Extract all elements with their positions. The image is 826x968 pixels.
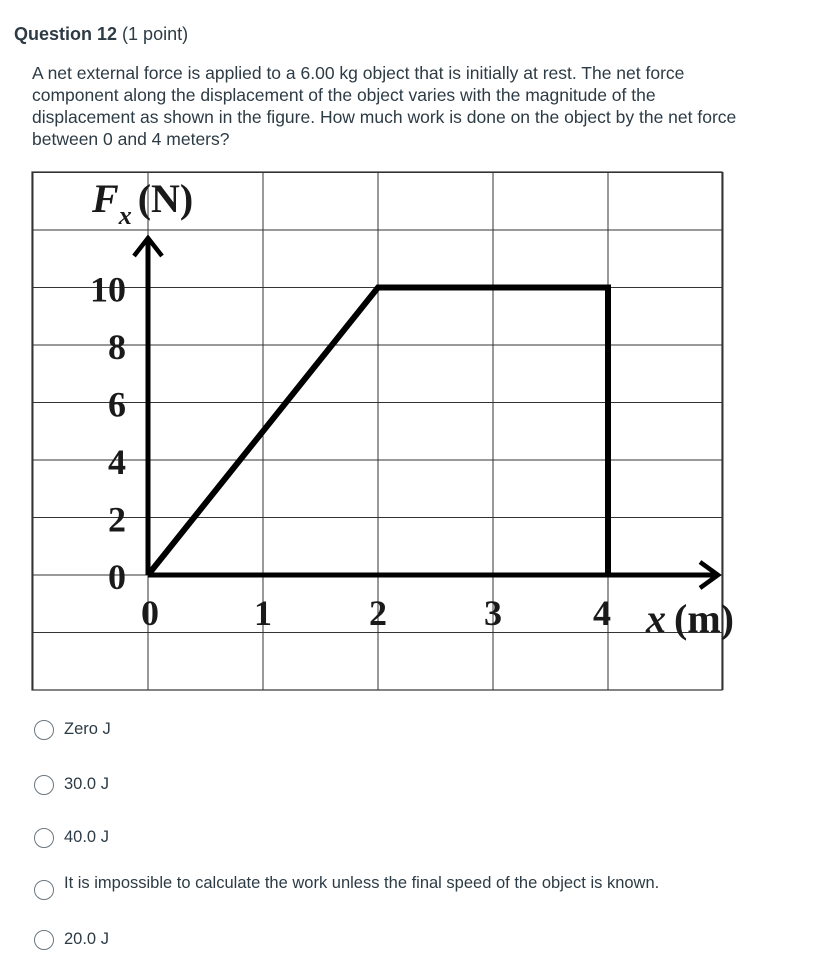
x-tick-label: 3 bbox=[484, 593, 502, 633]
y-tick-label: 10 bbox=[90, 269, 126, 310]
x-axis-label-symbol: x bbox=[646, 596, 666, 641]
question-points: (1 point) bbox=[122, 24, 189, 44]
x-axis-label bbox=[645, 596, 734, 641]
question-title: Question 12 bbox=[14, 24, 118, 44]
answer-label: It is impossible to calculate the work unless the final speed of the object is known. bbox=[64, 874, 660, 892]
x-tick-label: 2 bbox=[369, 593, 387, 633]
answer-label: 30.0 J bbox=[64, 775, 109, 793]
x-axis-label-unit: (m) bbox=[674, 596, 734, 641]
x-tick-label: 0 bbox=[141, 593, 159, 633]
y-axis-label-subscript: x bbox=[118, 201, 132, 230]
chart-svg bbox=[0, 160, 826, 705]
answer-option-30[interactable] bbox=[34, 774, 109, 795]
question-text: A net external force is applied to a 6.00 kg object that is initially at rest. The net force component along the displacement of the object varies with the magnitude of the displacement as shown in the figure. How much work is done on the object by the net force between 0 and 4 meters? bbox=[32, 63, 737, 149]
answer-option-impossible[interactable] bbox=[34, 873, 704, 900]
y-tick-label: 8 bbox=[108, 327, 126, 367]
x-tick-label: 4 bbox=[593, 593, 611, 633]
question-header bbox=[14, 24, 188, 45]
y-tick-label: 4 bbox=[108, 442, 126, 482]
radio-button[interactable] bbox=[34, 720, 54, 740]
y-axis-label bbox=[91, 176, 193, 230]
x-tick-label: 1 bbox=[254, 593, 272, 633]
answer-label: Zero J bbox=[64, 720, 111, 738]
radio-button[interactable] bbox=[34, 930, 54, 950]
answer-label: 40.0 J bbox=[64, 828, 109, 846]
answer-option-zero[interactable] bbox=[34, 719, 111, 740]
y-tick-label: 6 bbox=[108, 384, 126, 425]
y-axis-label-unit: (N) bbox=[137, 176, 194, 221]
y-tick-label: 2 bbox=[108, 499, 126, 540]
force-displacement-graph bbox=[0, 160, 826, 705]
answer-option-40[interactable] bbox=[34, 827, 109, 848]
radio-button[interactable] bbox=[34, 775, 54, 795]
answer-option-20[interactable] bbox=[34, 929, 109, 950]
radio-button[interactable] bbox=[34, 828, 54, 848]
radio-button[interactable] bbox=[34, 880, 54, 900]
answer-label: 20.0 J bbox=[64, 930, 109, 948]
y-tick-label: 0 bbox=[108, 557, 126, 597]
y-axis-label-symbol: F bbox=[92, 176, 119, 221]
